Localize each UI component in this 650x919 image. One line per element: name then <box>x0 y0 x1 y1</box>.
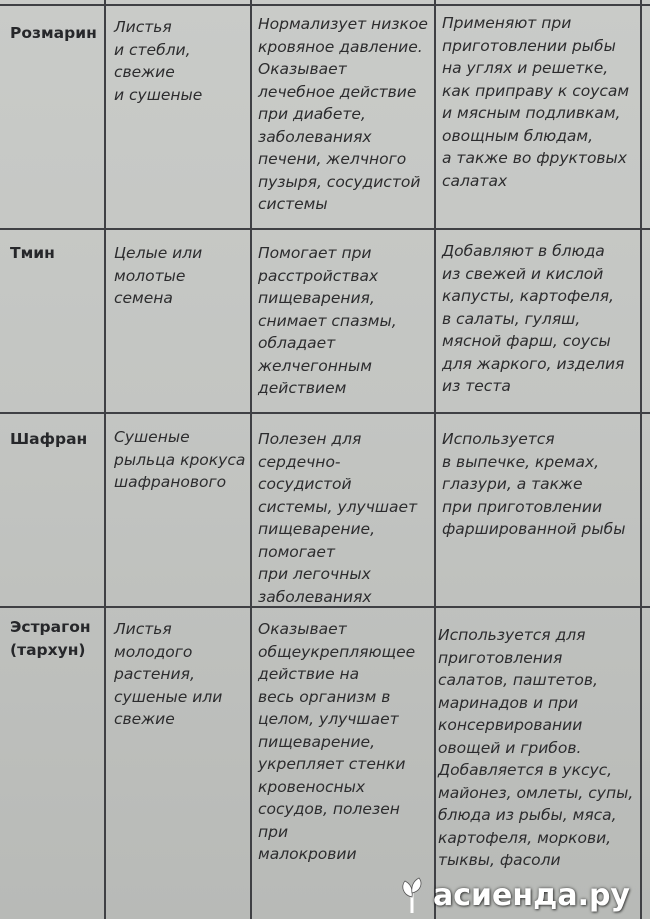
spice-benefits: Нормализует низкое кровяное давление. Оказывает лечебное действие при диабете, заболеваниях печени, желчного пузыря, сосудистой системы <box>258 15 428 213</box>
spice-uses: Используется в выпечке, кремах, глазури, а также при приготовлении фаршированной рыбы <box>442 430 626 538</box>
spice-parts: Целые или молотые семена <box>114 244 203 307</box>
column-divider <box>104 0 106 919</box>
spice-parts: Листья молодого растения, сушеные или свежие <box>114 620 223 728</box>
sprout-icon <box>397 875 427 915</box>
row-divider <box>0 412 650 414</box>
column-divider <box>250 0 252 919</box>
spice-benefits: Полезен для сердечно- сосудистой системы, улучшает пищеварение, помогает при легочных заболеваниях <box>258 430 418 606</box>
column-divider <box>640 0 642 919</box>
watermark-text: асиенда.ру <box>432 877 630 913</box>
spice-uses: Используется для приготовления салатов, паштетов, маринадов и при консервировании овощей и грибов. Добавляется в уксус, майонез, омлеты, супы, блюда из рыбы, мяса, картофеля, моркови, тыквы, фасоли <box>438 626 634 869</box>
spice-name: Шафран <box>10 430 88 448</box>
row-divider <box>0 4 650 6</box>
spice-name: Розмарин <box>10 24 97 42</box>
spice-benefits: Оказывает общеукрепляющее действие на весь организм в целом, улучшает пищеварение, укрепляет стенки кровеносных сосудов, полезен при малокровии <box>258 620 416 863</box>
spice-uses: Добавляют в блюда из свежей и кислой капусты, картофеля, в салаты, гуляш, мясной фарш, соусы для жаркого, изделия из теста <box>442 242 625 395</box>
spice-benefits: Помогает при расстройствах пищеварения, снимает спазмы, обладает желчегонным действием <box>258 244 397 397</box>
row-divider <box>0 228 650 230</box>
spice-name: Тмин <box>10 244 55 262</box>
column-divider <box>434 0 436 919</box>
spice-uses: Применяют при приготовлении рыбы на углях и решетке, как приправу к соусам и мясным подливкам, овощным блюдам, а также во фруктовых салатах <box>442 14 630 190</box>
site-watermark <box>397 875 630 915</box>
spice-name: Эстрагон (тархун) <box>10 618 91 659</box>
spice-parts: Сушеные рыльца крокуса шафранового <box>114 428 246 491</box>
spice-parts: Листья и стебли, свежие и сушеные <box>114 18 203 104</box>
